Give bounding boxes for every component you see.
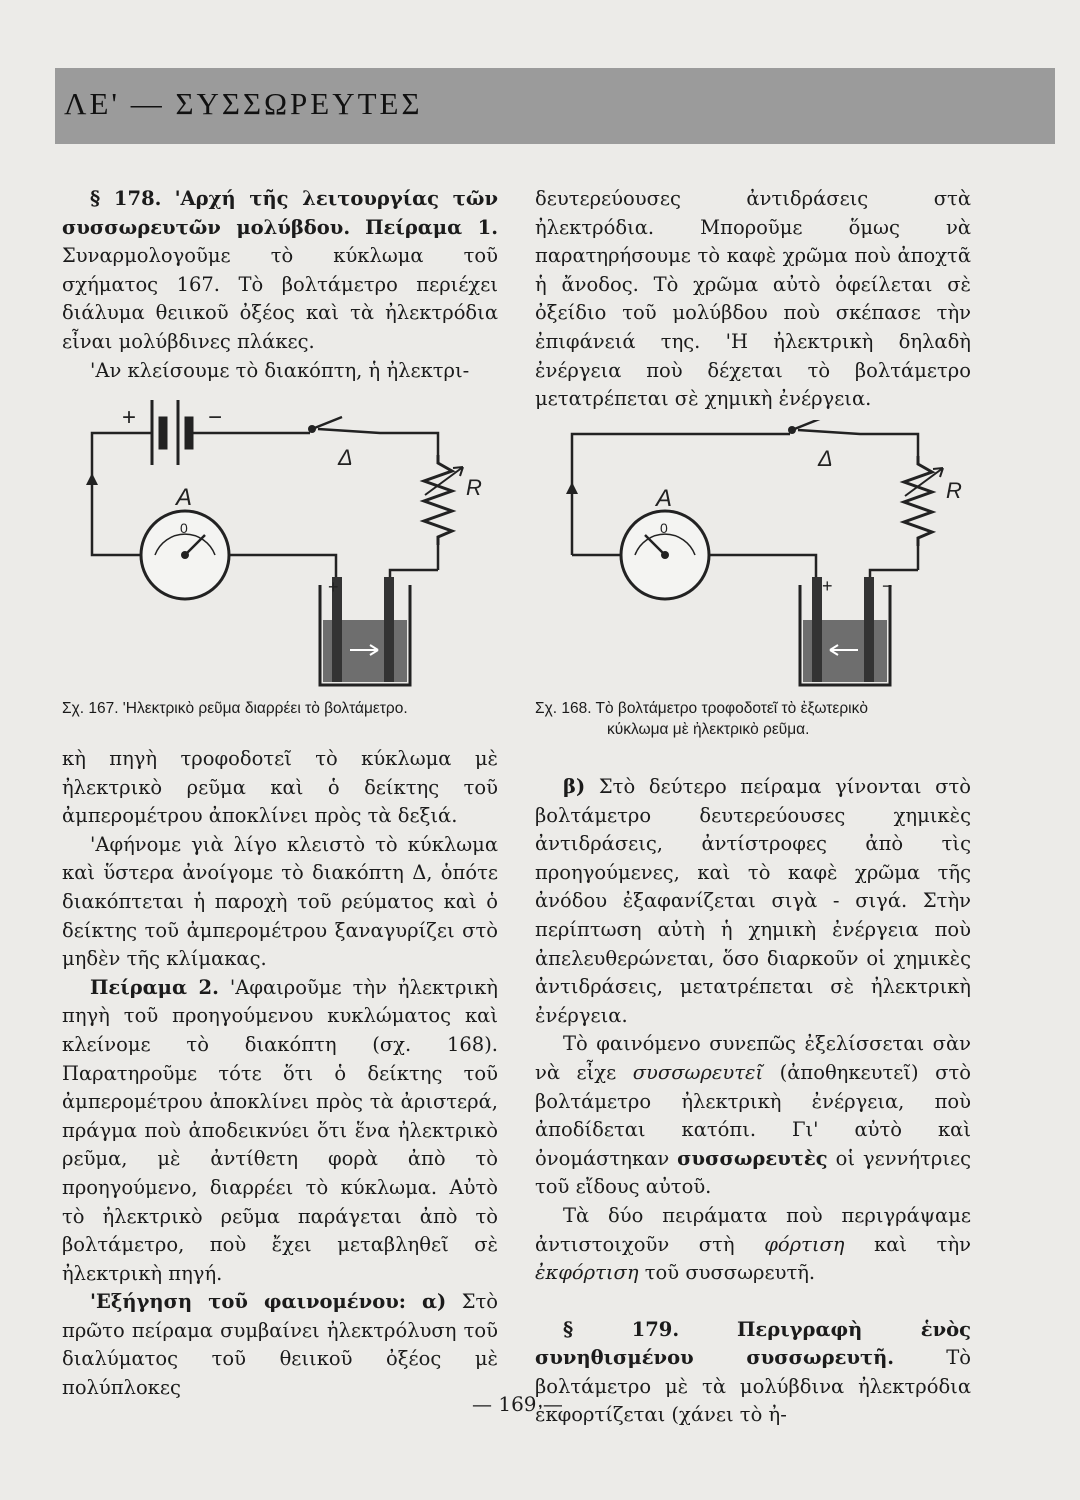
- switch-label: Δ: [818, 446, 833, 471]
- right-column-bottom: [535, 773, 971, 1430]
- resistor-label: R: [946, 478, 962, 503]
- figure-167-caption: Σχ. 167. 'Ηλεκτρικὸ ρεῦμα διαρρέει τὸ βολτάμετρο.: [62, 700, 408, 717]
- ammeter-zero-label: 0: [660, 520, 668, 536]
- section-178-title: 'Αρχή τῆς λειτουργίας τῶν συσσωρευτῶν μολύβδου.: [62, 187, 498, 239]
- right-column-top: [535, 185, 971, 414]
- section-179-title: Περιγραφὴ ἑνὸς συνηθισμένου συσσωρευτῆ.: [535, 1317, 971, 1370]
- battery-minus-label: −: [208, 404, 223, 431]
- figure-168-caption-line-1: Σχ. 168. Τὸ βολτάμετρο τροφοδοτεῖ τὸ ἐξωτερικὸ: [535, 700, 868, 717]
- left-column-bottom: [62, 745, 498, 1403]
- paragraph-r4-text-b: καὶ τὴν: [874, 1232, 971, 1256]
- section-178-number: § 178.: [90, 187, 162, 210]
- voltameter-icon: [800, 577, 890, 685]
- paragraph-r3-text-a: Τὸ φαινόμενο συνεπῶς ἐξελίσσεται σὰν νὰ εἶχε: [535, 1032, 971, 1084]
- battery-plus-label: +: [122, 404, 137, 431]
- figure-168-caption-line-2: κύκλωμα μὲ ἠλεκτρικὸ ρεῦμα.: [607, 721, 810, 738]
- electrode-minus-label: −: [882, 576, 893, 596]
- paragraph-r3-text-c: οἱ γεννήτριες τοῦ εἴδους αὐτοῦ.: [535, 1146, 972, 1199]
- explanation-label: 'Εξήγηση τοῦ φαινομένου: α): [90, 1290, 447, 1314]
- figure-167-circuit: [80, 395, 500, 695]
- current-arrow-icon: [86, 473, 98, 485]
- rheostat-arrow-icon: [905, 468, 943, 496]
- battery-icon: [152, 400, 193, 465]
- ammeter-zero-label: 0: [180, 520, 188, 536]
- paragraph-r4-emphasis-2: ἐκφόρτιση: [535, 1261, 639, 1285]
- paragraph-5: [62, 974, 498, 1289]
- paragraph-6: [62, 1288, 498, 1402]
- resistor-label: R: [466, 475, 482, 500]
- resistor-icon: [904, 456, 932, 546]
- paragraph-4: 'Αφήνομε γιὰ λίγο κλειστὸ τὸ κύκλωμα καὶ ὕστερα ἀνοίγομε τὸ διακόπτη Δ, ὁπότε διακόπτεται ἡ παροχὴ τοῦ ρεύματος καὶ ὁ δείκτης τοῦ ἀμπερομέτρου ξαναγυρίζει στὸ μηδὲν τῆς κλίμακας.: [62, 832, 498, 971]
- paragraph-3: κὴ πηγὴ τροφοδοτεῖ τὸ κύκλωμα μὲ ἠλεκτρικὸ ρεῦμα καὶ ὁ δείκτης τοῦ ἀμπερομέτρου ἀποκλίνει πρὸς τὰ δεξιά.: [62, 747, 498, 828]
- beta-label: β): [563, 775, 586, 798]
- electrode-plus-label: +: [822, 576, 833, 596]
- paragraph-r2-text: Στὸ δεύτερο πείραμα γίνονται στὸ βολτάμετρο δευτερεύουσες χημικὲς ἀντιδράσεις, ἀντίστροφες ἀπὸ τὶς προηγούμενες, καὶ τὸ καφὲ χρῶμα τῆς ἀνόδου ἐξαφανίζεται σιγὰ - σιγά. Στὴν περίπτωση αὐτὴ ἡ χημικὴ ἐνέργεια ποὺ ἀπελευθερώνεται, ὅσο διαρκοῦν οἱ χημικὲς ἀντιδράσεις, μετατρέπεται σὲ ἠλεκτρικὴ ἐνέργεια.: [535, 775, 971, 1027]
- section-179-number: § 179.: [563, 1317, 680, 1341]
- paragraph-6-text: Στὸ πρῶτο πείραμα συμβαίνει ἠλεκτρόλυση τοῦ διαλύματος τοῦ θειικοῦ ὀξέος μὲ πολύπλοκες: [62, 1290, 499, 1400]
- paragraph-r4: [535, 1202, 971, 1288]
- paragraph-2: 'Αν κλείσουμε τὸ διακόπτη, ἡ ἠλεκτρι-: [90, 358, 470, 382]
- ammeter-label: A: [176, 484, 193, 511]
- section-178-paragraph: [62, 185, 498, 357]
- section-179-text: Τὸ βολτάμετρο μὲ τὰ μολύβδινα ἠλεκτρόδια ἐκφορτίζεται (χάνει τὸ ἠ-: [535, 1346, 971, 1427]
- paragraph-r3-bold: συσσωρευτὲς: [677, 1146, 828, 1170]
- electrode-plus-label: +: [328, 577, 339, 597]
- paragraph-r4-text-c: τοῦ συσσωρευτῆ.: [644, 1261, 816, 1285]
- paragraph-r3-text-b: (ἀποθηκευτεῖ) στὸ βολτάμετρο ἠλεκτρικὴ ἐνέργεια, ποὺ ἀποδίδεται κατόπι. Γι' αὐτὸ καὶ ὀνομάστηκαν: [535, 1060, 971, 1170]
- page-number: — 169 —: [472, 1392, 563, 1416]
- paragraph-r4-text-a: Τὰ δύο πειράματα ποὺ περιγράψαμε ἀντιστοιχοῦν στὴ: [535, 1203, 971, 1256]
- paragraph-1-text: Συναρμολογοῦμε τὸ κύκλωμα τοῦ σχήματος 167. Τὸ βολτάμετρο περιέχει διάλυμα θειικοῦ ὀξέος καὶ τὰ ἠλεκτρόδια εἶναι μολύβδινες πλάκες.: [62, 244, 498, 353]
- section-179-paragraph: [535, 1316, 971, 1430]
- paragraph-r3: [535, 1030, 971, 1202]
- left-column-top: [62, 185, 498, 385]
- current-arrow-icon: [566, 482, 578, 494]
- switch-label: Δ: [338, 445, 353, 470]
- figure-168-circuit: [560, 420, 980, 695]
- ammeter-label: A: [656, 485, 673, 512]
- resistor-icon: [424, 455, 452, 545]
- rheostat-arrow-icon: [425, 467, 463, 495]
- figure-168-caption: [535, 698, 975, 740]
- paragraph-r3-emphasis: συσσωρευτεῖ: [632, 1060, 764, 1084]
- paragraph-r2: [535, 773, 971, 1030]
- experiment-1-label: Πείραμα 1.: [365, 215, 499, 239]
- paragraph-r4-emphasis-1: φόρτιση: [764, 1232, 845, 1256]
- experiment-2-label: Πείραμα 2.: [90, 975, 219, 999]
- paragraph-r1: δευτερεύουσες ἀντιδράσεις στὰ ἠλεκτρόδια. Μποροῦμε ὅμως νὰ παρατηρήσουμε τὸ καφὲ χρῶμα ποὺ ἀποχτᾶ ἡ ἄνοδος. Τὸ χρῶμα αὐτὸ ὀφείλεται σὲ ὀξείδιο τοῦ μολύβδου ποὺ σκέπασε τὴν ἐπιφάνειά της. 'Η ἠλεκτρικὴ δηλαδὴ ἐνέργεια ποὺ δέχεται τὸ βολτάμετρο μετατρέπεται σὲ χημικὴ ἐνέργεια.: [535, 187, 971, 411]
- chapter-title: ΛΕ' — ΣΥΣΣΩΡΕΥΤΕΣ: [64, 86, 423, 121]
- paragraph-5-text: 'Αφαιροῦμε τὴν ἠλεκτρικὴ πηγὴ τοῦ προηγούμενου κυκλώματος καὶ κλείνομε τὸ διακόπτη (σχ. 168). Παρατηροῦμε τότε ὅτι ὁ δείκτης τοῦ ἀμπερομέτρου ἀποκλίνει πρὸς τὰ ἀριστερά, πράγμα ποὺ ἀποδεικνύει ὅτι ἕνα ἠλεκτρικὸ ρεῦμα, μὲ ἀντίθετη φορὰ ἀπὸ τὸ προηγούμενο, διαρρέει τὸ κύκλωμα. Αὐτὸ τὸ ἠλεκτρικὸ ρεῦμα παράγεται ἀπὸ τὸ βολτάμετρο, ποὺ ἔχει μεταβληθεῖ σὲ ἠλεκτρικὴ πηγή.: [62, 975, 498, 1285]
